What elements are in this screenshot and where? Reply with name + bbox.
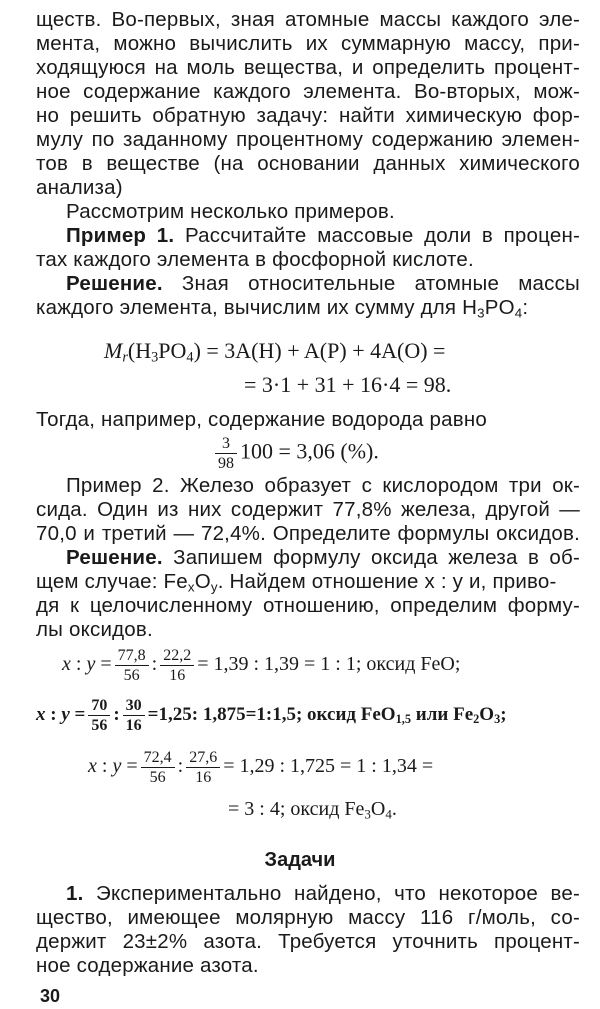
text-line: мента, можно вычислить их суммарную массу, при- [36, 32, 580, 55]
denominator: 16 [169, 667, 186, 684]
formula-text: = 3 : 4; оксид Fe [228, 798, 365, 820]
subscript: y [210, 579, 218, 595]
text-span: щем случае: Fe [36, 570, 188, 593]
text-line: ное содержание азота. [36, 954, 259, 977]
formula-hydrogen [212, 434, 379, 473]
numerator: 27,6 [186, 748, 220, 768]
text-line [36, 296, 580, 320]
denominator: 56 [123, 667, 140, 684]
text-line: держит 23±2% азота. Требуется уточнить процент- [36, 930, 580, 953]
solution-2-label: Решение. [66, 546, 163, 569]
subscript: 3 [364, 806, 371, 822]
numerator: 30 [123, 696, 145, 716]
section-heading: Задачи [264, 849, 336, 871]
text-line [36, 570, 580, 594]
fraction [186, 748, 220, 787]
text-line: ходящуюся на моль вещества, и определить процент- [36, 56, 580, 79]
text-line: тах каждого элемента в фосфорной кислоте. [36, 248, 474, 271]
denominator: 56 [149, 769, 166, 786]
denominator: 16 [125, 717, 142, 734]
formula-ratio-2: x : y = $\frac{70}{56}$ : $\frac{30}{16}$ =1,25: 1,875=1:1,5; оксид FeO$_{1,5}$ или $Fe_2O_3$; [36, 697, 507, 734]
denominator: 16 [195, 769, 212, 786]
text-line: щество, имеющее молярную массу 116 г/моль, со- [36, 906, 580, 929]
text-line: анализа) [36, 176, 123, 199]
formula-ratio-3-cont [228, 796, 397, 822]
formula-mr-calc: = 3·1 + 31 + 16·4 = 98. [244, 372, 452, 397]
formula-text: . [391, 798, 397, 820]
formula-text: ; [500, 703, 507, 725]
fraction [88, 696, 110, 735]
formula-text: = 3A(H) + A(P) + 4A(O) = [206, 338, 446, 363]
formula-text: =1,25: 1,875=1:1,5; оксид FeO [147, 703, 396, 725]
text-span: . Найдем отношение x : y и, приво- [217, 570, 557, 593]
formula-ratio-3: x : y = $\frac{72,4}{56}$ : $\frac{27,6}{16}$ = 1,29 : 1,725 = 1 : 1,34 = [88, 749, 434, 786]
text-line: Рассмотрим несколько примеров. [66, 200, 395, 223]
formula-text: или Fe [411, 703, 474, 725]
fraction [160, 646, 194, 685]
text-line: тов в веществе (на основании данных химического [36, 152, 580, 175]
formula-ratio-1: x : y = $\frac{77,8}{56}$ : $\frac{22,2}{16}$ = 1,39 : 1,39 = 1 : 1; оксид FeO; [62, 647, 461, 684]
text-line: дя к целочисленному отношению, определим форму- [36, 594, 580, 617]
text-span: Экспериментально найдено, что некоторое ве- [83, 882, 580, 905]
solution-1-label: Решение. [66, 272, 163, 295]
text-line: ное содержание каждого элемента. Во-вторых, мож- [36, 80, 580, 103]
text-span: Рассчитайте массовые доли в процен- [174, 224, 580, 247]
numerator: 72,4 [141, 748, 175, 768]
text-span: каждого элемента, вычислим их сумму для H [36, 296, 478, 319]
fraction [141, 748, 175, 787]
formula-text: 100 = 3,06 (%). [240, 438, 379, 464]
formula-text: = 1,29 : 1,725 = 1 : 1,34 = [223, 755, 434, 778]
text-line: лы оксидов. [36, 618, 153, 641]
page-number: 30 [40, 986, 61, 1006]
numerator: 22,2 [160, 646, 194, 666]
subscript: 4 [514, 305, 523, 321]
solution-2-line [66, 546, 580, 570]
text-line: Тогда, например, содержание водорода равно [36, 408, 487, 431]
text-line: мулу по заданному процентному содержанию элемен- [36, 128, 580, 151]
formula-text: O [370, 798, 386, 820]
task-1-label: 1. [66, 882, 84, 905]
example-1-label: Пример 1. [66, 224, 175, 247]
text-span: : [522, 296, 529, 319]
numerator: 77,8 [115, 646, 149, 666]
subscript: 3 [477, 305, 485, 321]
subscript: 1,5 [395, 711, 412, 726]
text-span: Зная относительные атомные массы [162, 272, 580, 295]
task-1-line [66, 882, 580, 906]
subscript: x [187, 579, 195, 595]
text-line: ществ. Во-первых, зная атомные массы каждого эле- [36, 8, 580, 31]
text-line: но решить обратную задачу: найти химическую фор- [36, 104, 580, 127]
fraction [123, 696, 145, 735]
fraction [115, 646, 149, 685]
denominator: 98 [218, 455, 234, 472]
example-1-line [66, 224, 580, 248]
formula-text: = 1,39 : 1,39 = 1 : 1; оксид FeO; [197, 653, 461, 676]
text-span: PO [484, 296, 515, 319]
subscript: 3 [494, 711, 501, 726]
fraction [215, 434, 237, 473]
numerator: 70 [88, 696, 110, 716]
example-2-line: Пример 2. Железо образует с кислородом три ок- [66, 474, 580, 497]
text-span: O [194, 570, 211, 593]
subscript: 2 [473, 711, 480, 726]
formula-mr: $M_r(H_3PO_4) = 3A(H) + A(P) + 4A(O)$ = [104, 338, 446, 366]
text-span: Запишем формулу оксида железа в об- [162, 546, 580, 569]
text-line: сида. Один из них содержит 77,8% железа, другой — [36, 498, 580, 521]
numerator: 3 [215, 434, 237, 454]
text-line: 70,0 и третий — 72,4%. Определите формулы оксидов. [36, 522, 580, 545]
subscript: 4 [385, 806, 392, 822]
formula-text: O [479, 703, 495, 725]
solution-1-line [66, 272, 580, 296]
denominator: 56 [91, 717, 108, 734]
